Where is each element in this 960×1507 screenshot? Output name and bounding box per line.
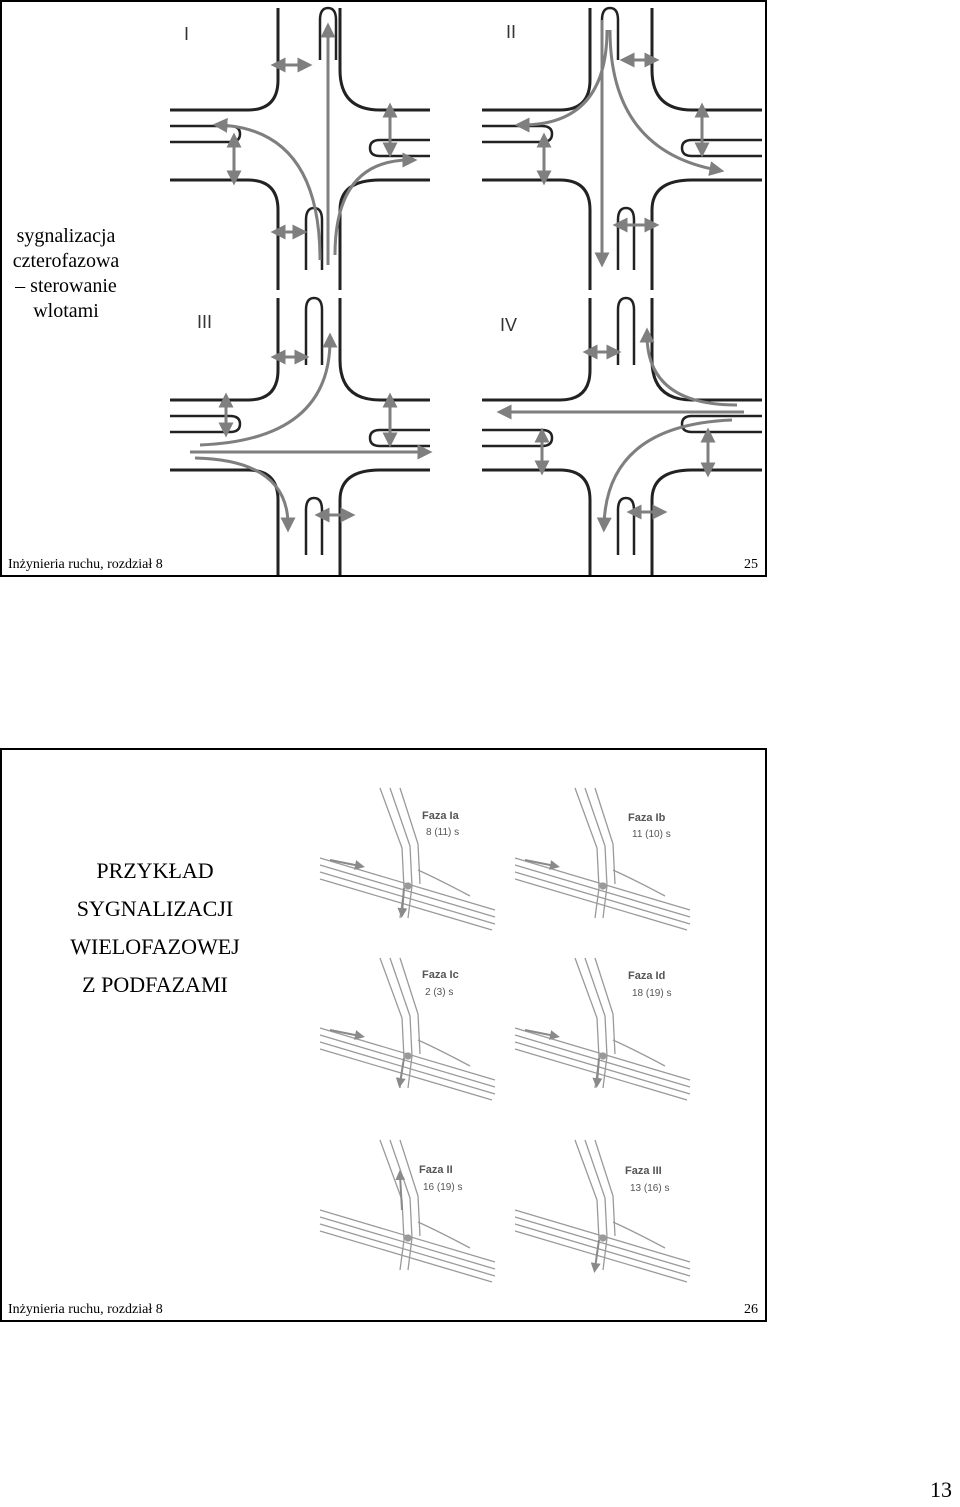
- phase-II-title: Faza II: [419, 1164, 453, 1176]
- phase-Ic-title: Faza Ic: [422, 969, 459, 981]
- slide2-title-line-1: PRZYKŁAD: [96, 858, 214, 883]
- slide2-title-line-2: SYGNALIZACJI: [76, 896, 234, 921]
- phase-II-time: 16 (19) s: [423, 1182, 463, 1193]
- slide1-title-line-1: sygnalizacja: [16, 225, 116, 247]
- sketch-III: [515, 1140, 690, 1282]
- slide2-footer: Inżynieria ruchu, rozdział 8: [8, 1302, 163, 1317]
- phase-Ia-title: Faza Ia: [422, 810, 459, 822]
- intersection-phase-III: [170, 298, 430, 575]
- sketch-Ib: [515, 788, 690, 930]
- phase-label-IV: IV: [500, 315, 518, 335]
- sketch-II: [320, 1140, 495, 1282]
- slide2-title-line-3: WIELOFAZOWEJ: [70, 934, 240, 959]
- slide1-number: 25: [744, 557, 758, 572]
- phase-Id-time: 18 (19) s: [632, 988, 672, 999]
- phase-label-III: III: [197, 312, 213, 332]
- sketch-Ic: [320, 958, 495, 1100]
- phase-III-time: 13 (16) s: [630, 1183, 670, 1194]
- slide1-title-line-4: wlotami: [33, 300, 99, 322]
- slide1-title-line-2: czterofazowa: [12, 250, 120, 272]
- sketch-Id: [515, 958, 690, 1100]
- slide1-footer: Inżynieria ruchu, rozdział 8: [8, 557, 163, 572]
- intersection-phase-I: [170, 8, 430, 290]
- sketch-Ia: [320, 788, 495, 930]
- phase-sketches: [0, 748, 767, 1322]
- phase-label-II: II: [506, 22, 517, 42]
- intersection-phase-II: [482, 8, 762, 290]
- intersection-diagrams: [0, 0, 767, 577]
- phase-Ib-time: 11 (10) s: [632, 829, 671, 840]
- intersection-phase-IV: [482, 298, 762, 575]
- phase-Ia-time: 8 (11) s: [426, 827, 460, 838]
- slide1-title-line-3: – sterowanie: [15, 275, 117, 297]
- page-number: 13: [930, 1477, 952, 1502]
- phase-label-I: I: [184, 24, 190, 44]
- phase-Ib-title: Faza Ib: [628, 812, 666, 824]
- phase-Id-title: Faza Id: [628, 970, 666, 982]
- slide2-number: 26: [744, 1302, 758, 1317]
- phase-Ic-time: 2 (3) s: [425, 987, 454, 998]
- phase-III-title: Faza III: [625, 1165, 662, 1177]
- slide2-title-line-4: Z PODFAZAMI: [82, 972, 228, 997]
